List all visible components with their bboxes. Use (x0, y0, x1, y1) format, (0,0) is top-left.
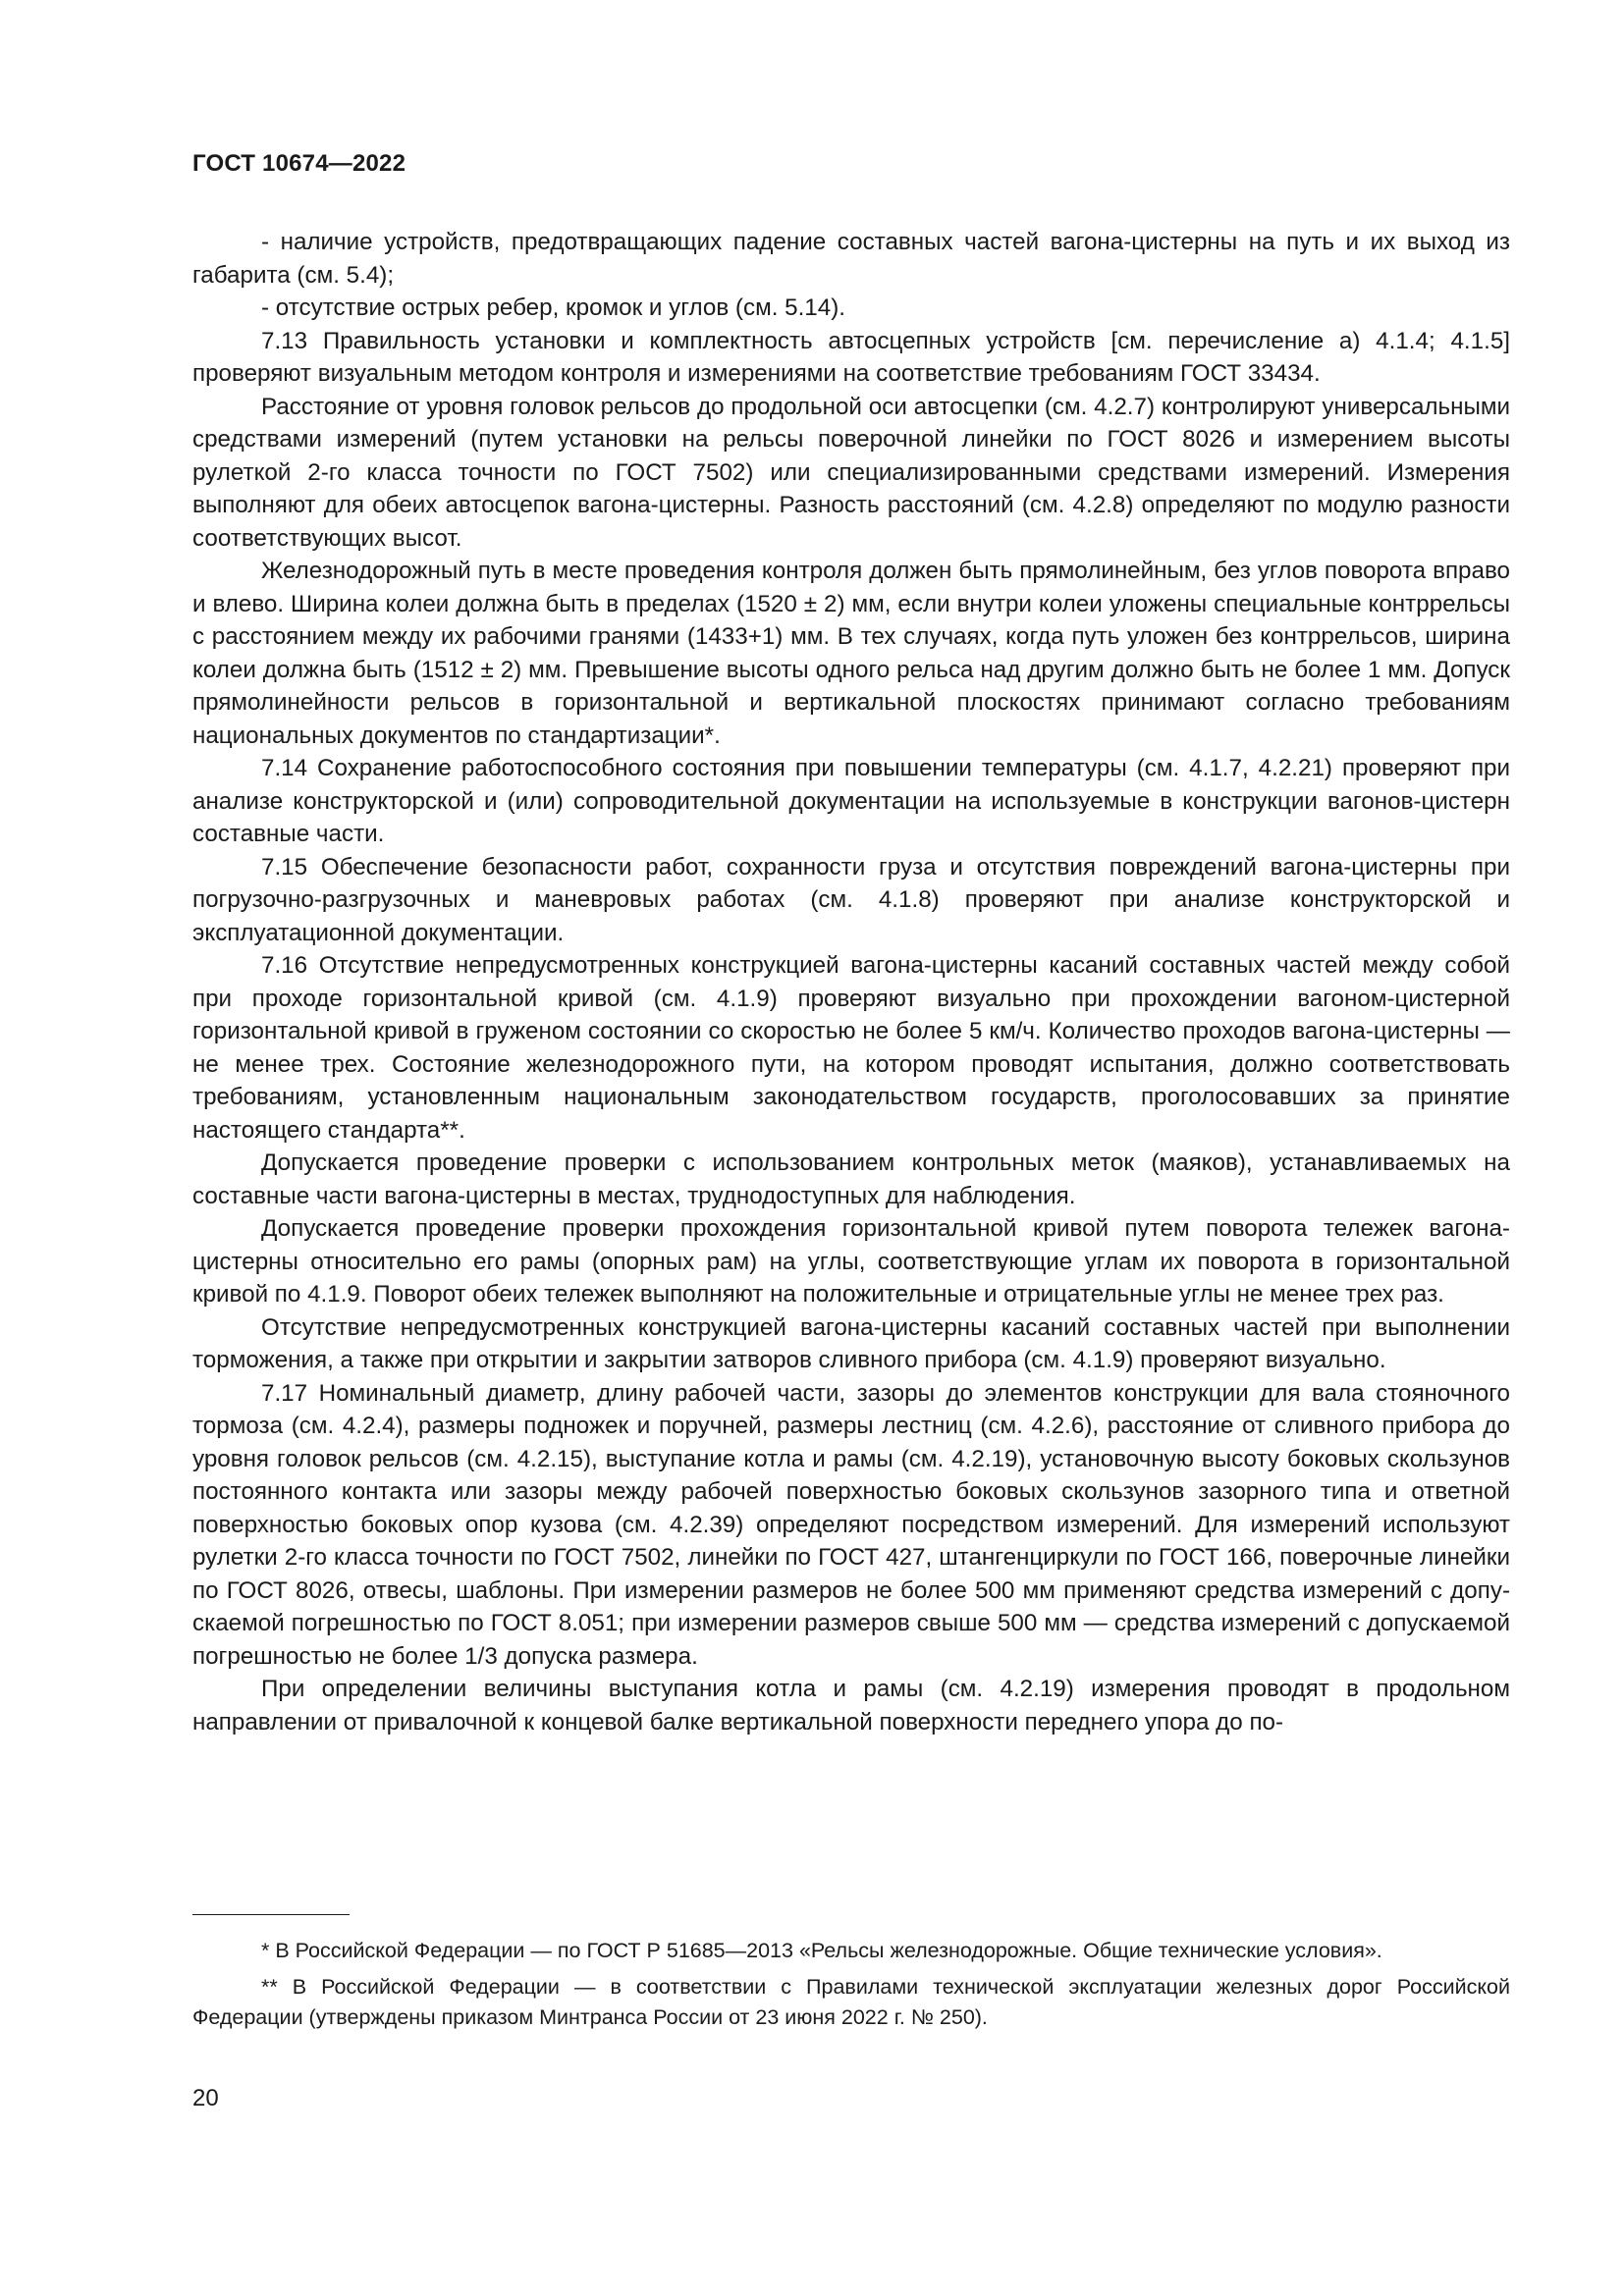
footnote-1: * В Российской Федерации — по ГОСТ Р 51685—2013 «Рельсы железнодорожные. Общие технические условия». (261, 1939, 1382, 1962)
paragraph-7-17: 7.17 Номинальный диаметр, длину рабочей части, зазоры до элементов конструкции для вала стояночного тормоза (см. 4.2.4), размеры подножек и поручней, размеры лестниц (см. 4.2.6), расстояние от сливного прибора до уровня головок рельсов (см. 4.2.15), выступание котла и рамы (см. 4.2.19), установочную высоту боковых скользунов постоянного контакта или зазоры между рабочей поверхностью боковых скользунов зазорного типа и ответной поверхностью боковых опор кузова (см. 4.2.39) определяют посредством измерений. Для измерений используют рулетки 2-го класса точности по ГОСТ 7502, линейки по ГОСТ 427, штангенциркули по ГОСТ 166, поверочные линейки по ГОСТ 8026, отвесы, шаблоны. При измерении размеров не более 500 мм применяют средства измерений с допускаемой погрешностью по ГОСТ 8.051; при измерении размеров свыше 500 мм — средства измерений с допускаемой погрешностью не более 1/3 допуска размера. (192, 1379, 1510, 1670)
footnote-separator (192, 1914, 350, 1915)
paragraph-boiler-protrusion: При определении величины выступания котла и рамы (см. 4.2.19) измерения проводят в продольном направлении от привалочной к концевой балке вертикальной поверхности переднего упора до по- (192, 1676, 1510, 1735)
footnotes (192, 1936, 1510, 2039)
page-number: 20 (192, 2085, 219, 2111)
standard-header: ГОСТ 10674—2022 (192, 150, 406, 177)
paragraph-7-15: 7.15 Обеспечение безопасности работ, сохранности груза и отсутствия повреждений вагона-цистерны при погрузочно-разгрузочных и маневровых работах (см. 4.1.8) проверяют при анализе конструкторской и эксплуатационной документации. (192, 853, 1510, 946)
paragraph-7-14: 7.14 Сохранение работоспособного состояния при повышении температуры (см. 4.1.7, 4.2.21) проверяют при анализе конструкторской и (или) сопроводительной документации на используемые в конструкции вагонов-цистерн составные части. (192, 755, 1510, 847)
paragraph-bogie-rotation: Допускается проведение проверки прохождения горизонтальной кривой путем поворота тележек вагона-цистерны относительно его рамы (опорных рам) на углы, соответствующие углам их поворота в горизонтальной кривой по 4.1.9. Поворот обеих тележек выполняют на положительные и отрицательные углы не менее трех раз. (192, 1215, 1510, 1308)
paragraph-list-item-gauge: - наличие устройств, предотвращающих падение составных частей вагона-цистерны на путь и их выход из габарита (см. 5.4); (192, 229, 1510, 289)
paragraph-7-16: 7.16 Отсутствие непредусмотренных конструкцией вагона-цистерны касаний составных частей между собой при проходе горизонтальной кривой (см. 4.1.9) проверяют визуально при прохождении вагоном-цистерной горизонтальной кривой в груженом состоянии со скоростью не более 5 км/ч. Количество проходов вагона-цистерны — не менее трех. Состояние железнодорожного пути, на котором проводят испытания, должно соответствовать требованиям, установленным национальным законодательством государств, проголосовавших за принятие настоящего стандарта**. (192, 952, 1510, 1144)
paragraph-control-marks: Допускается проведение проверки с использованием контрольных меток (маяков), устанавливаемых на составные части вагона-цистерны в местах, труднодоступных для наблюдения. (192, 1149, 1510, 1209)
main-text (192, 226, 1510, 1738)
paragraph-track-requirements: Железнодорожный путь в месте проведения контроля должен быть прямолинейным, без углов поворота вправо и влево. Ширина колеи должна быть в пределах (1520 ± 2) мм, если внутри колеи уложены специальные контррельсы с расстоянием между их рабочими гранями (1433+1) мм. В тех случаях, когда путь уложен без контррельсов, ширина колеи должна быть (1512 ± 2) мм. Превышение высоты одного рельса над другим должно быть не более 1 мм. Допуск прямолинейности рельсов в горизонтальной и вертикальной плоскостях принимают согласно требованиям национальных документов по стандартизации*. (192, 558, 1510, 749)
paragraph-7-13: 7.13 Правильность установки и комплектность автосцепных устройств [см. перечисление а) 4.1.4; 4.1.5] проверяют визуальным методом контроля и измерениями на соответствие требованиям ГОСТ 33434. (192, 327, 1510, 387)
footnote-2: ** В Российской Федерации — в соответствии с Правилами технической эксплуатации железных дорог Российской Федерации (утверждены приказом Минтранса России от 23 июня 2022 г. № 250). (192, 1975, 1510, 2029)
paragraph-rail-height-distance: Расстояние от уровня головок рельсов до продольной оси автосцепки (см. 4.2.7) контролируют универсальными средствами измерений (путем установки на рельсы поверочной линейки по ГОСТ 8026 и измерением высоты рулеткой 2-го класса точности по ГОСТ 7502) или специализированными средствами измерений. Измерения выполняют для обеих автосцепок вагона-цистерны. Разность расстояний (см. 4.2.8) определяют по модулю разности соответствующих высот. (192, 393, 1510, 552)
paragraph-list-item-edges: - отсутствие острых ребер, кромок и углов (см. 5.14). (261, 294, 845, 321)
paragraph-braking-contacts: Отсутствие непредусмотренных конструкцией вагона-цистерны касаний составных частей при выполнении торможения, а также при открытии и закрытии затворов сливного прибора (см. 4.1.9) проверяют визуально. (192, 1313, 1510, 1373)
